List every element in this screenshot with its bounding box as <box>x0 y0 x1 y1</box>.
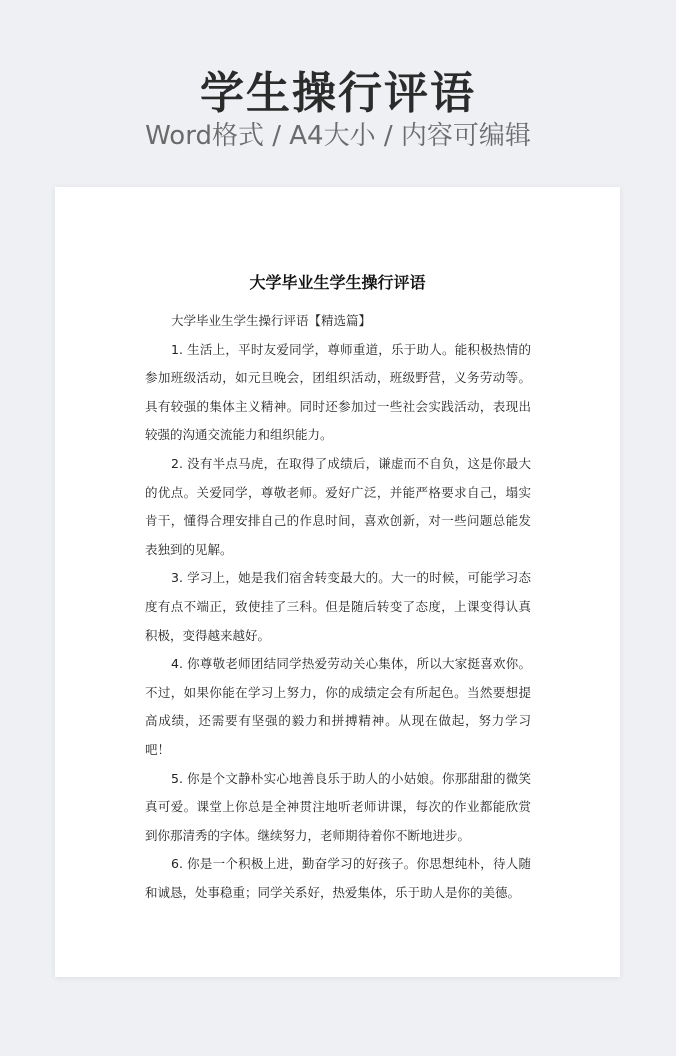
banner-subtitle: Word格式 / A4大小 / 内容可编辑 <box>145 121 531 151</box>
document-title: 大学毕业生学生操行评语 <box>249 273 426 292</box>
document-subheading: 大学毕业生学生操行评语【精选篇】 <box>171 313 372 328</box>
comment-paragraph-1: 1. 生活上，平时友爱同学，尊师重道，乐于助人。能积极热情的参加班级活动，如元旦晚会，团组织活动，班级野营，义务劳动等。具有较强的集体主义精神。同时还参加过一些社会实践活动，表现出较强的沟通交流能力和组织能力。 <box>145 341 531 443</box>
banner-title: 学生操行评语 <box>200 68 476 119</box>
comment-paragraph-5: 5. 你是个文静朴实心地善良乐于助人的小姑娘。你那甜甜的微笑真可爱。课堂上你总是全神贯注地听老师讲课，每次的作业都能欣赏到你那清秀的字体。继续努力，老师期待着你不断地进步。 <box>145 770 531 843</box>
comment-paragraph-2: 2. 没有半点马虎，在取得了成绩后，谦虚而不自负，这是你最大的优点。关爱同学，尊敬老师。爱好广泛，并能严格要求自己，塌实肯干，懂得合理安排自己的作息时间，喜欢创新，对一些问题总能发表独到的见解。 <box>145 455 531 557</box>
comment-paragraph-3: 3. 学习上，她是我们宿舍转变最大的。大一的时候，可能学习态度有点不端正，致使挂了三科。但是随后转变了态度，上课变得认真积极，变得越来越好。 <box>145 570 531 643</box>
comment-paragraph-4: 4. 你尊敬老师团结同学热爱劳动关心集体，所以大家挺喜欢你。不过，如果你能在学习上努力，你的成绩定会有所起色。当然要想提高成绩，还需要有坚强的毅力和拼搏精神。从现在做起，努力学习吧！ <box>145 656 531 757</box>
document-page <box>55 187 620 977</box>
document-body <box>145 307 531 907</box>
comment-paragraph-6: 6. 你是一个积极上进，勤奋学习的好孩子。你思想纯朴，待人随和诚恳，处事稳重；同学关系好，热爱集体，乐于助人是你的美德。 <box>145 856 531 900</box>
